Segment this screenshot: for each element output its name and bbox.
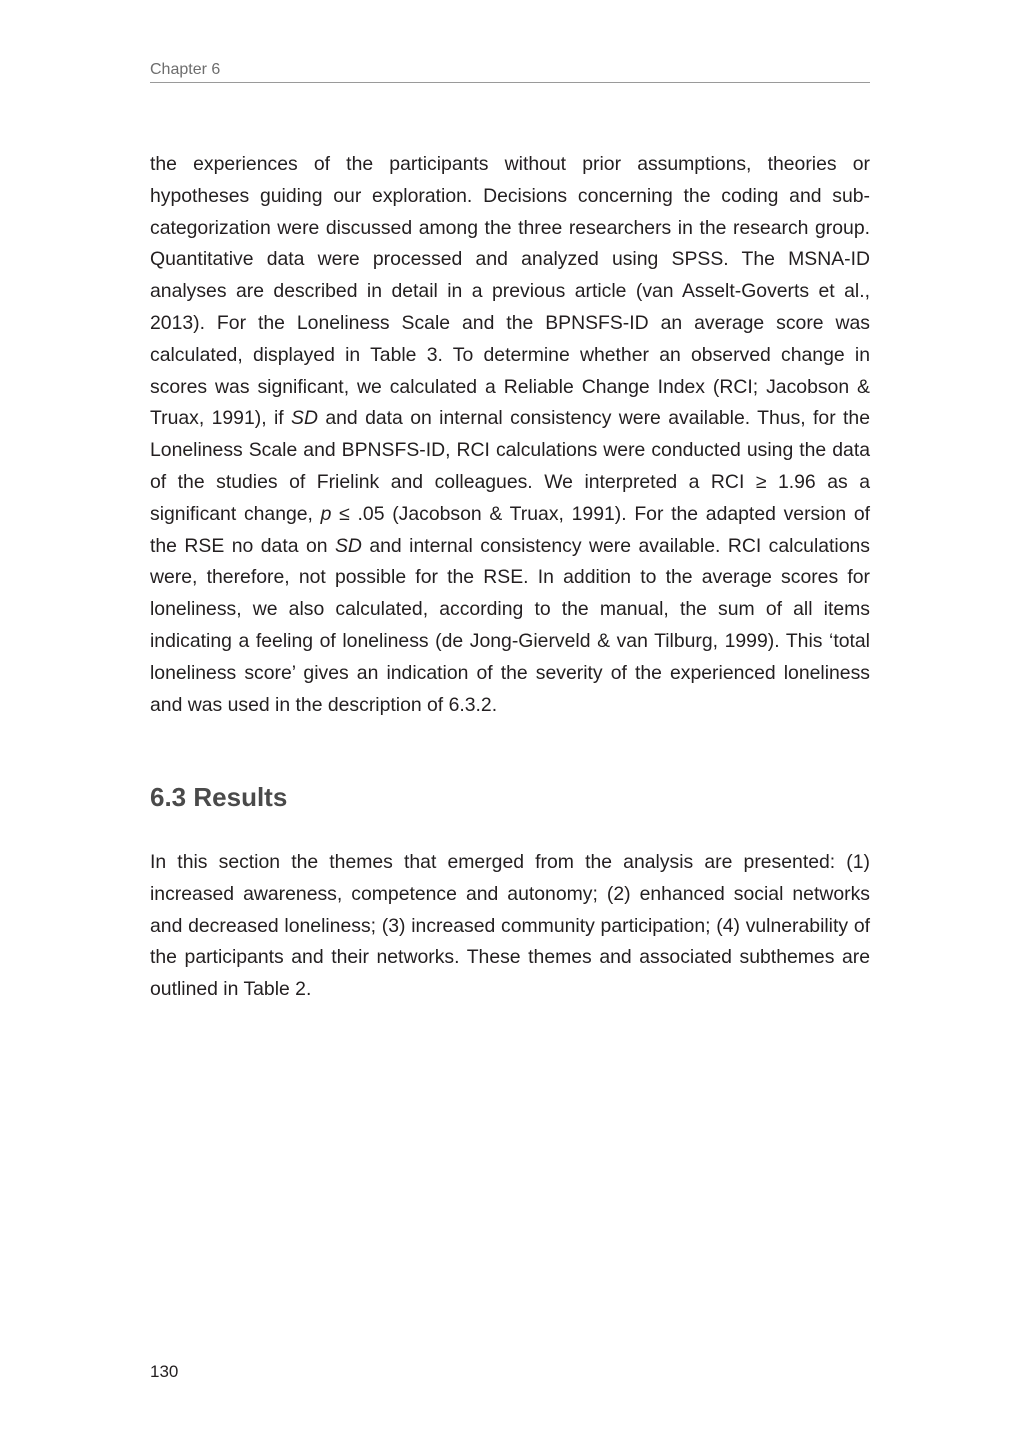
body-paragraph-results: In this section the themes that emerged from the analysis are presented: (1) increased awareness, competence and autonomy; (2) enhanced social networks and decreased loneliness; (3) increased community participation; (4) vulnerability of the participants and their networks. These themes and associated subthemes are outlined in Table 2. <box>150 851 870 1001</box>
italic-sd: SD <box>291 407 318 430</box>
body-paragraph-methods <box>150 149 870 721</box>
italic-p: p <box>320 502 332 525</box>
paragraph-text: the experiences of the participants without prior assumptions, theories or hypotheses guiding our exploration. Decisions concerning the coding and sub-categorization were discussed among the three researchers in the research group. Quantitative data were processed and analyzed using SPSS. The MSNA-ID analyses are described in detail in a previous article (van Asselt-Goverts et al., 2013). For the Loneliness Scale and the BPNSFS-ID an average score was calculated, displayed in Table 3. To determine whether an observed change in scores was significant, we calculated a Reliable Change Index (RCI; Jacobson & Truax, 1991), if <box>150 153 870 430</box>
chapter-label: Chapter 6 <box>150 61 221 78</box>
page-number: 130 <box>150 1362 179 1381</box>
section-heading: 6.3 Results <box>150 782 288 812</box>
paragraph-text: and internal consistency were available. RCI calculations were, therefore, not possible for the RSE. In addition to the average scores for loneliness, we also calculated, according to the manual, the sum of all items indicating a feeling of loneliness (de Jong-Gierveld & van Tilburg, 1999). This ‘total loneliness score’ gives an indication of the severity of the experienced loneliness and was used in the description of 6.3.2. <box>150 534 870 716</box>
italic-sd: SD <box>334 534 362 557</box>
paragraph-text: and data on internal consistency were available. Thus, for the Loneliness Scale and BPNSFS-ID, RCI calculations were conducted using the data of the studies of Frielink and colleagues. We interpreted a RCI ≥ 1.96 as a significant change, <box>150 407 870 525</box>
paragraph-text: ≤ .05 (Jacobson & Truax, 1991). For the adapted version of the RSE no data on <box>150 502 870 557</box>
running-header <box>150 59 870 83</box>
